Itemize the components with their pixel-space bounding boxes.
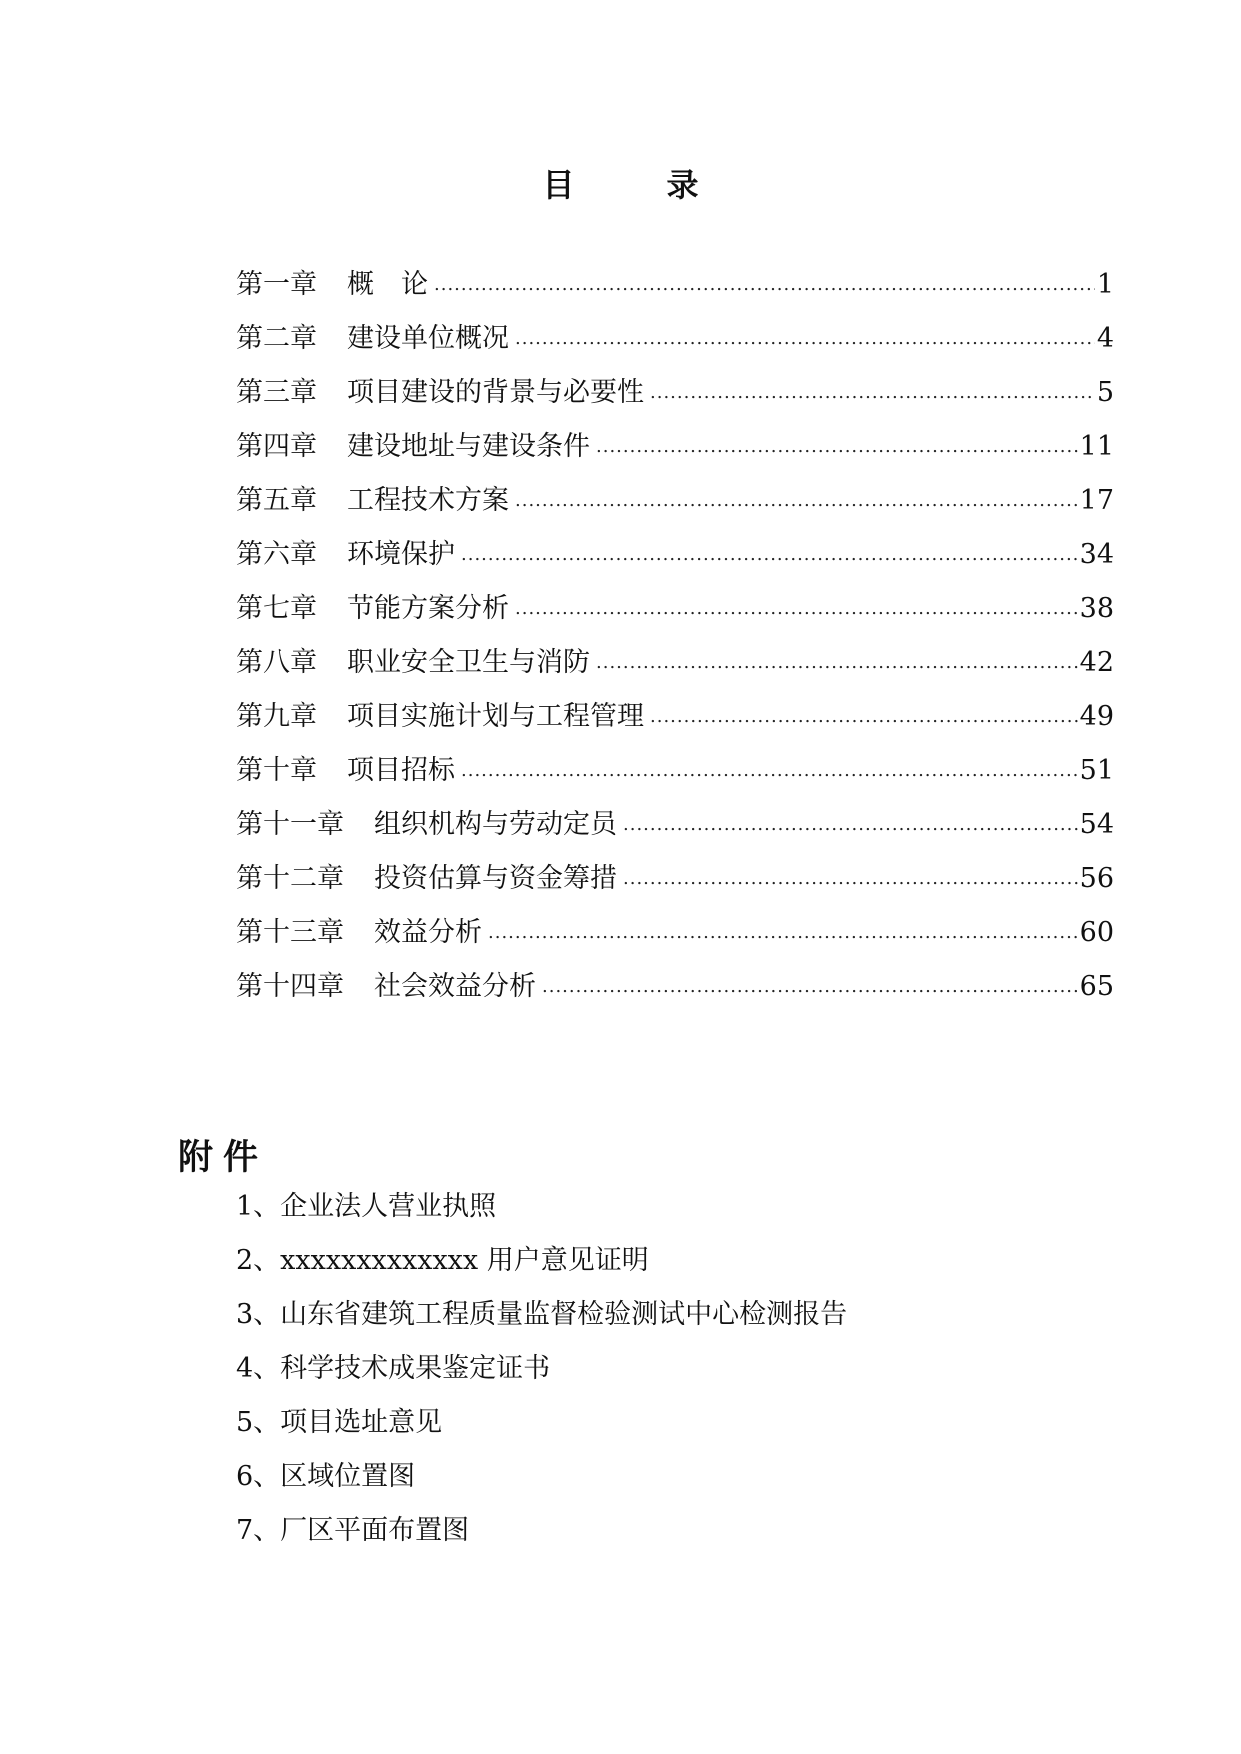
- toc-row: [236, 910, 1114, 964]
- toc-entry-name: 投资估算与资金筹措: [374, 863, 617, 894]
- toc-row: [236, 424, 1114, 478]
- toc-leader-dots: [650, 382, 1095, 403]
- toc-chapter: 第三章: [236, 377, 317, 408]
- toc-page-number: 54: [1079, 809, 1114, 840]
- toc-entry-name: 项目招标: [347, 755, 455, 786]
- attachment-item: 6、区域位置图: [236, 1461, 416, 1492]
- attachment-item: 1、企业法人营业执照: [236, 1191, 497, 1222]
- toc-row: [236, 694, 1114, 748]
- toc-leader-dots: [650, 706, 1078, 727]
- attachments-title: [178, 1130, 258, 1180]
- toc-entry-name: 项目建设的背景与必要性: [347, 377, 644, 408]
- toc-leader-dots: [596, 436, 1078, 457]
- toc-page-number: 49: [1079, 701, 1114, 732]
- toc-page-number: 4: [1096, 323, 1114, 354]
- attachment-item: 3、山东省建筑工程质量监督检验测试中心检测报告: [236, 1299, 848, 1330]
- toc-leader-dots: [461, 544, 1078, 565]
- toc-entry-name: 建设单位概况: [347, 323, 509, 354]
- attachments-title-left: 附: [178, 1137, 214, 1178]
- toc-entry-name: 概 论: [347, 269, 428, 300]
- toc-row: [236, 802, 1114, 856]
- toc-chapter: 第十一章: [236, 809, 344, 840]
- toc-leader-dots: [542, 976, 1078, 997]
- toc-page-number: 5: [1096, 377, 1114, 408]
- toc-page-number: 65: [1079, 971, 1114, 1002]
- toc-entry-name: 组织机构与劳动定员: [374, 809, 617, 840]
- toc-chapter: 第十二章: [236, 863, 344, 894]
- toc-page-number: 56: [1079, 863, 1114, 894]
- attachment-item: 2、xxxxxxxxxxxxx 用户意见证明: [236, 1245, 649, 1276]
- toc-chapter: 第九章: [236, 701, 317, 732]
- toc-leader-dots: [515, 490, 1078, 511]
- toc-leader-dots: [488, 922, 1078, 943]
- toc-leader-dots: [515, 598, 1078, 619]
- toc-page-number: 38: [1079, 593, 1114, 624]
- toc-chapter: 第十三章: [236, 917, 344, 948]
- toc-title-right: 录: [666, 166, 699, 204]
- attachment-item: 7、厂区平面布置图: [236, 1515, 470, 1546]
- toc-row: [236, 640, 1114, 694]
- toc-entry-name: 环境保护: [347, 539, 455, 570]
- toc-row: [236, 478, 1114, 532]
- toc-row: [236, 586, 1114, 640]
- toc-chapter: 第二章: [236, 323, 317, 354]
- toc-row: [236, 532, 1114, 586]
- toc-entry-name: 效益分析: [374, 917, 482, 948]
- toc-page-number: 17: [1079, 485, 1114, 516]
- toc-page-number: 60: [1079, 917, 1114, 948]
- attachments-title-right: 件: [223, 1137, 259, 1178]
- toc-row: [236, 748, 1114, 802]
- toc-page-number: 42: [1079, 647, 1114, 678]
- toc-entry-name: 职业安全卫生与消防: [347, 647, 590, 678]
- toc-page-number: 1: [1096, 269, 1114, 300]
- toc-row: [236, 856, 1114, 910]
- toc-chapter: 第八章: [236, 647, 317, 678]
- toc-entry-name: 社会效益分析: [374, 971, 536, 1002]
- toc-entry-name: 建设地址与建设条件: [347, 431, 590, 462]
- toc-chapter: 第十章: [236, 755, 317, 786]
- toc-row: [236, 964, 1114, 1018]
- toc-page-number: 51: [1079, 755, 1114, 786]
- toc-chapter: 第五章: [236, 485, 317, 516]
- toc-row: [236, 262, 1114, 316]
- toc-leader-dots: [461, 760, 1078, 781]
- toc-entry-name: 节能方案分析: [347, 593, 509, 624]
- toc-title: [0, 160, 1241, 206]
- toc-page-number: 11: [1079, 431, 1114, 462]
- toc-entry-name: 项目实施计划与工程管理: [347, 701, 644, 732]
- toc-leader-dots: [623, 814, 1078, 835]
- toc-leader-dots: [515, 328, 1095, 349]
- toc-row: [236, 370, 1114, 424]
- attachment-item: 4、科学技术成果鉴定证书: [236, 1353, 551, 1384]
- toc-leader-dots: [434, 274, 1095, 295]
- toc-leader-dots: [596, 652, 1078, 673]
- toc-chapter: 第四章: [236, 431, 317, 462]
- toc-chapter: 第十四章: [236, 971, 344, 1002]
- toc-row: [236, 316, 1114, 370]
- toc-leader-dots: [623, 868, 1078, 889]
- toc-title-left: 目: [542, 166, 575, 204]
- toc-chapter: 第七章: [236, 593, 317, 624]
- toc-chapter: 第一章: [236, 269, 317, 300]
- toc-list: [236, 262, 1114, 1018]
- toc-chapter: 第六章: [236, 539, 317, 570]
- attachment-item: 5、项目选址意见: [236, 1407, 443, 1438]
- toc-entry-name: 工程技术方案: [347, 485, 509, 516]
- toc-page-number: 34: [1079, 539, 1114, 570]
- attachments-list: [236, 1184, 847, 1562]
